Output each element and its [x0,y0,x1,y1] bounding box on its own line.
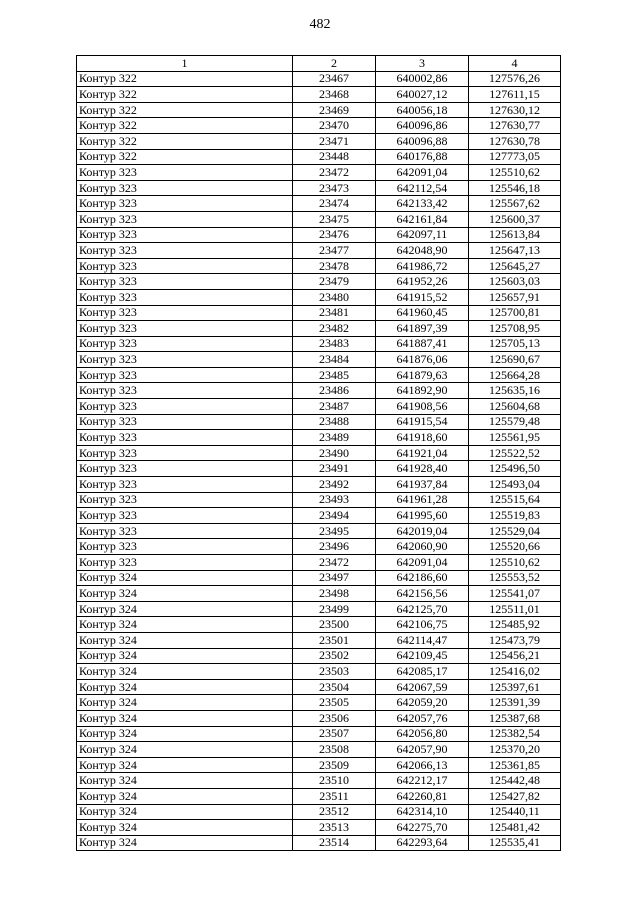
table-row [77,477,561,493]
point-number-cell: 23506 [293,710,376,726]
x-coordinate-cell: 641961,28 [376,492,469,508]
contour-name-cell: Контур 324 [77,632,293,648]
x-coordinate-cell: 642156,56 [376,586,469,602]
x-coordinate-cell: 641887,41 [376,336,469,352]
y-coordinate-cell: 125440,11 [469,804,561,820]
contour-name-cell: Контур 324 [77,570,293,586]
x-coordinate-cell: 641937,84 [376,477,469,493]
x-coordinate-cell: 642067,59 [376,679,469,695]
contour-name-cell: Контур 323 [77,274,293,290]
point-number-cell: 23492 [293,477,376,493]
y-coordinate-cell: 127611,15 [469,87,561,103]
coordinates-table [76,55,561,851]
header-row [77,56,561,72]
x-coordinate-cell: 642293,64 [376,835,469,851]
y-coordinate-cell: 125705,13 [469,336,561,352]
y-coordinate-cell: 125541,07 [469,586,561,602]
y-coordinate-cell: 125520,66 [469,539,561,555]
contour-name-cell: Контур 323 [77,305,293,321]
x-coordinate-cell: 641921,04 [376,445,469,461]
y-coordinate-cell: 125387,68 [469,710,561,726]
table-row [77,180,561,196]
y-coordinate-cell: 125579,48 [469,414,561,430]
table-row [77,367,561,383]
x-coordinate-cell: 640056,18 [376,102,469,118]
contour-name-cell: Контур 323 [77,492,293,508]
point-number-cell: 23495 [293,523,376,539]
y-coordinate-cell: 125515,64 [469,492,561,508]
x-coordinate-cell: 641915,52 [376,289,469,305]
contour-name-cell: Контур 324 [77,757,293,773]
contour-name-cell: Контур 322 [77,118,293,134]
table-row [77,757,561,773]
point-number-cell: 23503 [293,664,376,680]
x-coordinate-cell: 640176,88 [376,149,469,165]
point-number-cell: 23488 [293,414,376,430]
contour-name-cell: Контур 323 [77,211,293,227]
contour-name-cell: Контур 322 [77,102,293,118]
contour-name-cell: Контур 323 [77,399,293,415]
point-number-cell: 23491 [293,461,376,477]
table-row [77,742,561,758]
contour-name-cell: Контур 323 [77,196,293,212]
y-coordinate-cell: 125700,81 [469,305,561,321]
x-coordinate-cell: 642057,76 [376,710,469,726]
x-coordinate-cell: 642114,47 [376,632,469,648]
y-coordinate-cell: 125690,67 [469,352,561,368]
y-coordinate-cell: 127576,26 [469,71,561,87]
table-row [77,258,561,274]
y-coordinate-cell: 125645,27 [469,258,561,274]
contour-name-cell: Контур 324 [77,742,293,758]
contour-name-cell: Контур 323 [77,243,293,259]
x-coordinate-cell: 641952,26 [376,274,469,290]
point-number-cell: 23507 [293,726,376,742]
y-coordinate-cell: 125600,37 [469,211,561,227]
x-coordinate-cell: 642097,11 [376,227,469,243]
table-row [77,508,561,524]
table-row [77,835,561,851]
y-coordinate-cell: 125370,20 [469,742,561,758]
point-number-cell: 23489 [293,430,376,446]
table-row [77,133,561,149]
table-row [77,492,561,508]
x-coordinate-cell: 642260,81 [376,788,469,804]
point-number-cell: 23475 [293,211,376,227]
point-number-cell: 23483 [293,336,376,352]
point-number-cell: 23472 [293,555,376,571]
x-coordinate-cell: 642314,10 [376,804,469,820]
table-row [77,87,561,103]
table-row [77,804,561,820]
y-coordinate-cell: 125510,62 [469,555,561,571]
contour-name-cell: Контур 324 [77,726,293,742]
x-coordinate-cell: 642112,54 [376,180,469,196]
contour-name-cell: Контур 323 [77,180,293,196]
x-coordinate-cell: 640027,12 [376,87,469,103]
x-coordinate-cell: 641908,56 [376,399,469,415]
table-row [77,289,561,305]
contour-name-cell: Контур 324 [77,804,293,820]
column-header-1: 1 [77,56,293,72]
point-number-cell: 23498 [293,586,376,602]
point-number-cell: 23497 [293,570,376,586]
point-number-cell: 23504 [293,679,376,695]
table-row [77,196,561,212]
contour-name-cell: Контур 322 [77,71,293,87]
contour-name-cell: Контур 323 [77,430,293,446]
x-coordinate-cell: 642133,42 [376,196,469,212]
x-coordinate-cell: 641915,54 [376,414,469,430]
y-coordinate-cell: 125510,62 [469,165,561,181]
y-coordinate-cell: 125391,39 [469,695,561,711]
point-number-cell: 23470 [293,118,376,134]
contour-name-cell: Контур 323 [77,321,293,337]
contour-name-cell: Контур 323 [77,367,293,383]
y-coordinate-cell: 125603,03 [469,274,561,290]
table-row [77,399,561,415]
table-row [77,445,561,461]
contour-name-cell: Контур 324 [77,586,293,602]
y-coordinate-cell: 127630,77 [469,118,561,134]
y-coordinate-cell: 125427,82 [469,788,561,804]
point-number-cell: 23480 [293,289,376,305]
table-row [77,118,561,134]
point-number-cell: 23484 [293,352,376,368]
point-number-cell: 23477 [293,243,376,259]
point-number-cell: 23490 [293,445,376,461]
table-row [77,305,561,321]
table-row [77,414,561,430]
point-number-cell: 23486 [293,383,376,399]
point-number-cell: 23513 [293,820,376,836]
point-number-cell: 23476 [293,227,376,243]
table-header [77,56,561,72]
column-header-4: 4 [469,56,561,72]
contour-name-cell: Контур 322 [77,133,293,149]
y-coordinate-cell: 127773,05 [469,149,561,165]
table-row [77,539,561,555]
table-row [77,773,561,789]
point-number-cell: 23448 [293,149,376,165]
y-coordinate-cell: 125546,18 [469,180,561,196]
x-coordinate-cell: 641960,45 [376,305,469,321]
x-coordinate-cell: 642125,70 [376,601,469,617]
y-coordinate-cell: 125442,48 [469,773,561,789]
table-row [77,632,561,648]
contour-name-cell: Контур 324 [77,648,293,664]
x-coordinate-cell: 642059,20 [376,695,469,711]
contour-name-cell: Контур 324 [77,601,293,617]
point-number-cell: 23471 [293,133,376,149]
point-number-cell: 23500 [293,617,376,633]
table-row [77,243,561,259]
x-coordinate-cell: 640096,86 [376,118,469,134]
x-coordinate-cell: 641879,63 [376,367,469,383]
point-number-cell: 23469 [293,102,376,118]
x-coordinate-cell: 641986,72 [376,258,469,274]
table-row [77,601,561,617]
column-header-2: 2 [293,56,376,72]
point-number-cell: 23501 [293,632,376,648]
contour-name-cell: Контур 323 [77,258,293,274]
y-coordinate-cell: 125635,16 [469,383,561,399]
x-coordinate-cell: 642275,70 [376,820,469,836]
point-number-cell: 23509 [293,757,376,773]
y-coordinate-cell: 125664,28 [469,367,561,383]
table-row [77,274,561,290]
contour-name-cell: Контур 324 [77,773,293,789]
point-number-cell: 23478 [293,258,376,274]
contour-name-cell: Контур 323 [77,165,293,181]
table-row [77,570,561,586]
contour-name-cell: Контур 324 [77,664,293,680]
table-row [77,820,561,836]
contour-name-cell: Контур 324 [77,695,293,711]
point-number-cell: 23496 [293,539,376,555]
contour-name-cell: Контур 324 [77,679,293,695]
contour-name-cell: Контур 323 [77,414,293,430]
table-row [77,71,561,87]
x-coordinate-cell: 640002,86 [376,71,469,87]
contour-name-cell: Контур 324 [77,710,293,726]
table-row [77,679,561,695]
y-coordinate-cell: 125397,61 [469,679,561,695]
contour-name-cell: Контур 322 [77,87,293,103]
point-number-cell: 23479 [293,274,376,290]
table-row [77,726,561,742]
x-coordinate-cell: 642066,13 [376,757,469,773]
y-coordinate-cell: 127630,78 [469,133,561,149]
y-coordinate-cell: 125485,92 [469,617,561,633]
y-coordinate-cell: 125613,84 [469,227,561,243]
page-number: 482 [309,17,331,32]
x-coordinate-cell: 642057,90 [376,742,469,758]
point-number-cell: 23487 [293,399,376,415]
contour-name-cell: Контур 324 [77,820,293,836]
point-number-cell: 23511 [293,788,376,804]
x-coordinate-cell: 642091,04 [376,555,469,571]
table-row [77,664,561,680]
contour-name-cell: Контур 323 [77,227,293,243]
point-number-cell: 23467 [293,71,376,87]
point-number-cell: 23514 [293,835,376,851]
y-coordinate-cell: 125647,13 [469,243,561,259]
x-coordinate-cell: 641928,40 [376,461,469,477]
table-row [77,227,561,243]
y-coordinate-cell: 127630,12 [469,102,561,118]
x-coordinate-cell: 641876,06 [376,352,469,368]
y-coordinate-cell: 125456,21 [469,648,561,664]
point-number-cell: 23510 [293,773,376,789]
y-coordinate-cell: 125553,52 [469,570,561,586]
table-body [77,71,561,851]
contour-name-cell: Контур 323 [77,445,293,461]
contour-name-cell: Контур 323 [77,383,293,399]
y-coordinate-cell: 125604,68 [469,399,561,415]
y-coordinate-cell: 125522,52 [469,445,561,461]
table-row [77,430,561,446]
x-coordinate-cell: 642019,04 [376,523,469,539]
point-number-cell: 23481 [293,305,376,321]
y-coordinate-cell: 125416,02 [469,664,561,680]
x-coordinate-cell: 642106,75 [376,617,469,633]
table-row [77,710,561,726]
table-row [77,586,561,602]
y-coordinate-cell: 125529,04 [469,523,561,539]
point-number-cell: 23499 [293,601,376,617]
contour-name-cell: Контур 323 [77,477,293,493]
contour-name-cell: Контур 323 [77,555,293,571]
table-row [77,383,561,399]
x-coordinate-cell: 641897,39 [376,321,469,337]
contour-name-cell: Контур 324 [77,835,293,851]
x-coordinate-cell: 642056,80 [376,726,469,742]
contour-name-cell: Контур 323 [77,523,293,539]
x-coordinate-cell: 640096,88 [376,133,469,149]
table-row [77,555,561,571]
contour-name-cell: Контур 323 [77,352,293,368]
table-row [77,321,561,337]
y-coordinate-cell: 125493,04 [469,477,561,493]
x-coordinate-cell: 642048,90 [376,243,469,259]
table-row [77,102,561,118]
point-number-cell: 23502 [293,648,376,664]
table-row [77,788,561,804]
y-coordinate-cell: 125473,79 [469,632,561,648]
table-row [77,336,561,352]
column-header-3: 3 [376,56,469,72]
y-coordinate-cell: 125496,50 [469,461,561,477]
y-coordinate-cell: 125657,91 [469,289,561,305]
table-row [77,211,561,227]
point-number-cell: 23494 [293,508,376,524]
point-number-cell: 23485 [293,367,376,383]
x-coordinate-cell: 642085,17 [376,664,469,680]
table-row [77,352,561,368]
y-coordinate-cell: 125567,62 [469,196,561,212]
point-number-cell: 23468 [293,87,376,103]
x-coordinate-cell: 642212,17 [376,773,469,789]
x-coordinate-cell: 641918,60 [376,430,469,446]
table-row [77,461,561,477]
table-row [77,149,561,165]
x-coordinate-cell: 642109,45 [376,648,469,664]
x-coordinate-cell: 641995,60 [376,508,469,524]
point-number-cell: 23508 [293,742,376,758]
y-coordinate-cell: 125519,83 [469,508,561,524]
y-coordinate-cell: 125535,41 [469,835,561,851]
contour-name-cell: Контур 323 [77,336,293,352]
table-row [77,648,561,664]
table-row [77,165,561,181]
x-coordinate-cell: 641892,90 [376,383,469,399]
y-coordinate-cell: 125511,01 [469,601,561,617]
y-coordinate-cell: 125361,85 [469,757,561,773]
table-row [77,523,561,539]
contour-name-cell: Контур 323 [77,289,293,305]
point-number-cell: 23482 [293,321,376,337]
table-row [77,695,561,711]
y-coordinate-cell: 125561,95 [469,430,561,446]
point-number-cell: 23505 [293,695,376,711]
point-number-cell: 23493 [293,492,376,508]
point-number-cell: 23472 [293,165,376,181]
contour-name-cell: Контур 324 [77,617,293,633]
contour-name-cell: Контур 323 [77,539,293,555]
point-number-cell: 23512 [293,804,376,820]
x-coordinate-cell: 642161,84 [376,211,469,227]
contour-name-cell: Контур 323 [77,508,293,524]
x-coordinate-cell: 642091,04 [376,165,469,181]
y-coordinate-cell: 125481,42 [469,820,561,836]
contour-name-cell: Контур 322 [77,149,293,165]
point-number-cell: 23473 [293,180,376,196]
point-number-cell: 23474 [293,196,376,212]
contour-name-cell: Контур 323 [77,461,293,477]
contour-name-cell: Контур 324 [77,788,293,804]
table-row [77,617,561,633]
y-coordinate-cell: 125708,95 [469,321,561,337]
y-coordinate-cell: 125382,54 [469,726,561,742]
x-coordinate-cell: 642186,60 [376,570,469,586]
x-coordinate-cell: 642060,90 [376,539,469,555]
